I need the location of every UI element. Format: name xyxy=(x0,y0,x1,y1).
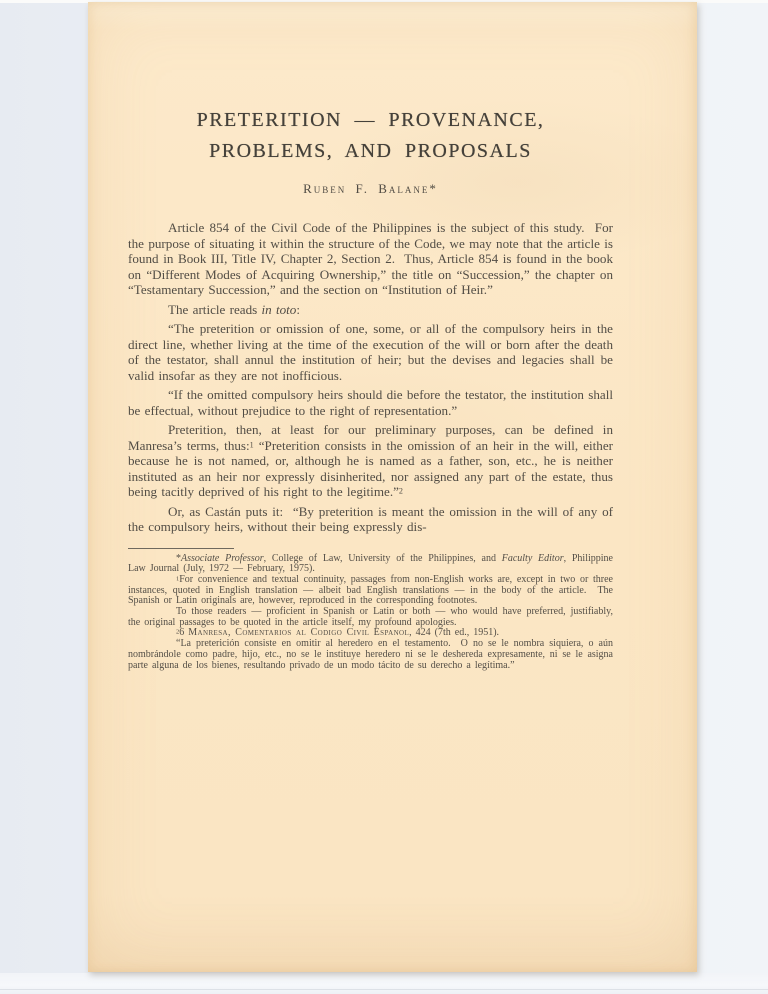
footnote-1: $^1$For convenience and textual continuity, passages from non-English works are, except in two or three instances, quoted in English translation — albeit bad English translations — in the body of the article. The Spanish or Latin originals are, however, reproduced in the corresponding footnotes. xyxy=(128,573,613,607)
scan-bottom-edge xyxy=(0,973,768,994)
body-paragraph-4: “If the omitted compulsory heirs should die before the testator, the institution shall be effectual, without prejudice to the right of representation.” xyxy=(128,387,613,418)
body-paragraph-1: Article 854 of the Civil Code of the Philippines is the subject of this study. For the purpose of situating it within the structure of the Code, we may note that the article is found in Book III, Title IV, Chapter 2, Section 2. Thus, Article 854 is found in the book on “Different Modes of Acquiring Ownership,” the title on “Succession,” the chapter on “Testamentary Succession,” and the section on “Institution of Heir.” xyxy=(128,220,613,297)
article-body xyxy=(128,220,613,535)
article-title xyxy=(128,105,613,167)
article-title-line2: PROBLEMS, AND PROPOSALS xyxy=(209,140,532,162)
paper-page xyxy=(88,2,697,972)
article-title-line1: PRETERITION — PROVENANCE, xyxy=(196,109,545,131)
footnotes xyxy=(128,554,613,672)
body-paragraph-5: Preterition, then, at least for our preliminary purposes, can be defined in Manresa’s terms, thus:$^1$ “Preterition consists in the omission of an heir in the will, either because he is not named, or, although he is named as a father, son, etc., he is neither instituted as an heir nor expressly disinherited, nor assigned any part of the estate, thus being tacitly deprived of his right to the legitime.”$^2$ xyxy=(128,422,613,499)
body-paragraph-6: Or, as Castán puts it: “By preterition is meant the omission in the will of any of the compulsory heirs, without their being expressly dis- xyxy=(128,503,613,534)
scan-bottom-line xyxy=(0,989,768,990)
footnote-asterisk: *Associate Professor, College of Law, University of the Philippines, and Faculty Editor, Philippine Law Journal (July, 1972 — February, 1975). xyxy=(128,552,613,575)
body-paragraph-3: “The preterition or omission of one, some, or all of the compulsory heirs in the direct line, whether living at the time of the execution of the will or born after the death of the testator, shall annul the institution of heir; but the devises and legacies shall be valid insofar as they are not inofficious. xyxy=(128,321,613,383)
footnote-2: $^2$6 Manresa, Comentarios al Codigo Civil Espanol, 424 (7th ed., 1951). xyxy=(176,627,500,639)
body-paragraph-2: The article reads in toto: xyxy=(168,301,300,317)
footnote-1-continuation: To those readers — proficient in Spanish or Latin or both — who would have preferred, justifiably, the original passages to be quoted in the article itself, my profound apologies. xyxy=(128,606,613,628)
page-content xyxy=(128,2,613,671)
author-byline: Ruben F. Balane* xyxy=(303,181,438,196)
footnote-separator xyxy=(128,548,234,549)
footnote-2-quote: “La preterición consiste en omitir al heredero en el testamento. O no se le nombra siquiera, o aún nombrándole como padre, hijo, etc., no se le instituye heredero ni se le deshereda expresamente, ni se le asigna parte alguna de los bienes, resultando privado de un modo tácito de su derecho a legítima.” xyxy=(128,638,613,671)
